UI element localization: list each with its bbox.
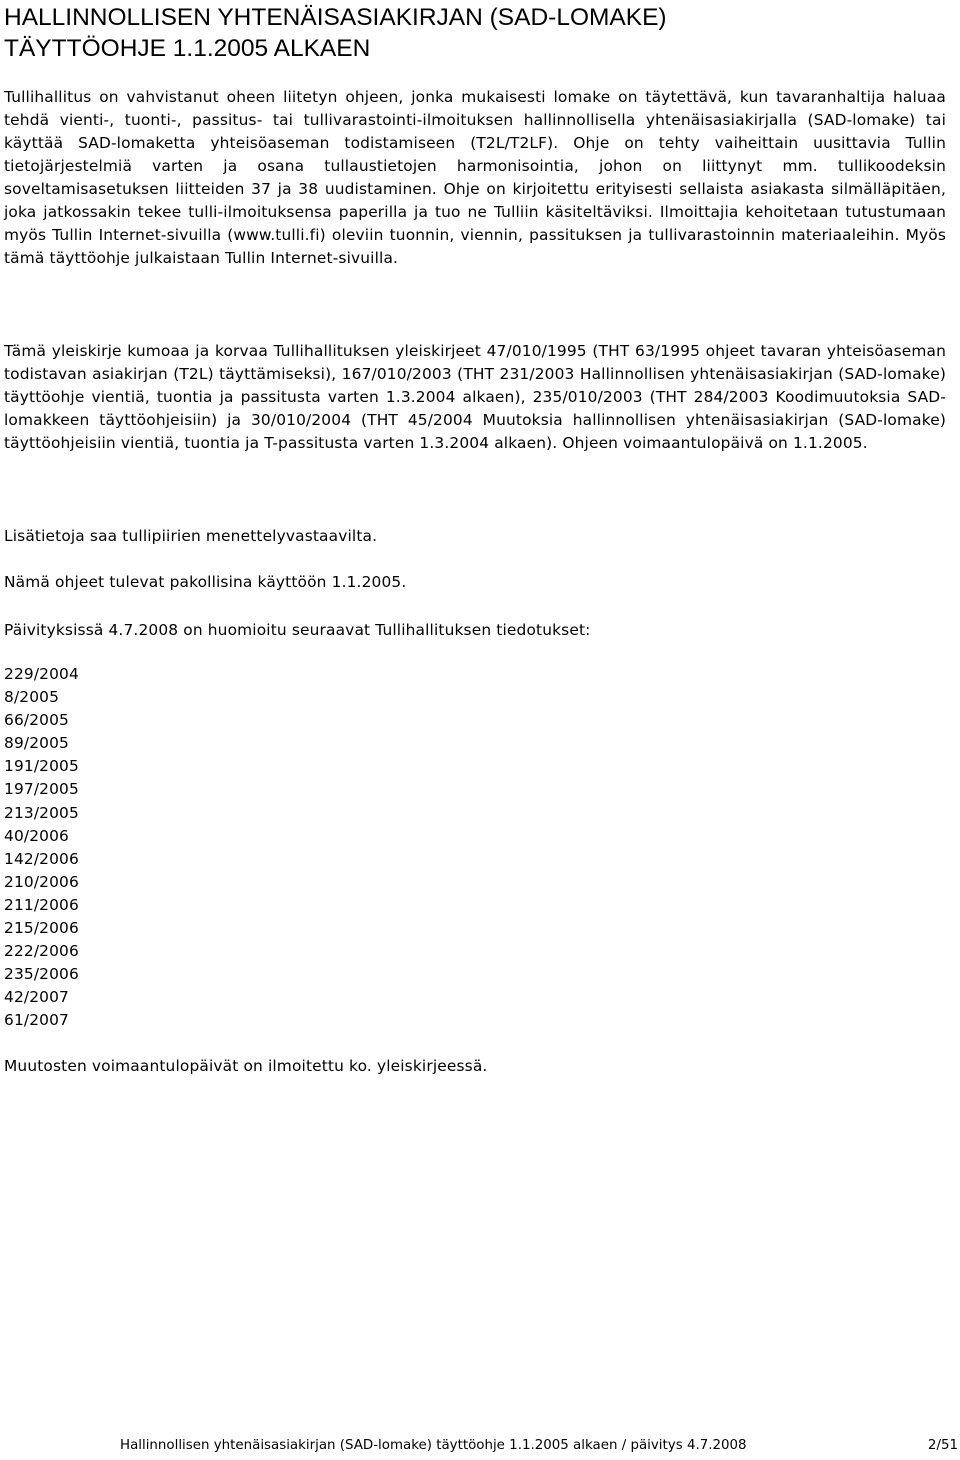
bulletin-item: 40/2006 — [4, 826, 69, 845]
bulletin-item: 235/2006 — [4, 965, 79, 984]
footer-document-title: Hallinnollisen yhtenäisasiakirjan (SAD-lomake) täyttöohje 1.1.2005 alkaen / päivitys 4.7.2008 — [120, 1438, 747, 1453]
footer-page-number: 2/51 — [927, 1438, 958, 1453]
bulletin-item: 222/2006 — [4, 942, 79, 961]
info-line: Lisätietoja saa tullipiirien menettelyvastaavilta. — [4, 527, 378, 545]
effective-dates-note: Muutosten voimaantulopäivät on ilmoitettu ko. yleiskirjeessä. — [4, 1057, 488, 1075]
intro-paragraph: Tullihallitus on vahvistanut oheen liitetyn ohjeen, jonka mukaisesti lomake on täytettävä, kun tavaranhaltija haluaa tehdä vienti-, tuonti-, passitus- tai tullivarastointi-ilmoituksen hallinnollisella yhtenäisasiakirjalla (SAD-lomake) tai käyttää SAD-lomaketta yhteisöaseman todistamiseen (T2L/T2LF). Ohje on tehty vaiheittain uusittavia Tullin tietojärjestelmiä varten ja osana tullaustietojen harmonisointia, johon on liittynyt mm. tullikoodeksin soveltamisasetuksen liitteiden 37 ja 38 uudistaminen. Ohje on kirjoitettu erityisesti sellaista asiakasta silmälläpitäen, joka jatkossakin tekee tulli-ilmoituksensa paperilla ja tuo ne Tulliin käsiteltäviksi. Ilmoittajia kehoitetaan tutustumaan myös Tullin Internet-sivuilla (www.tulli.fi) oleviin tuonnin, viennin, passituksen ja tullivarastoinnin materiaaleihin. Myös tämä täyttöohje julkaistaan Tullin Internet-sivuilla. — [4, 88, 946, 267]
bulletin-item: 8/2005 — [4, 688, 60, 707]
document-title-line-1: HALLINNOLLISEN YHTENÄISASIAKIRJAN (SAD-LOMAKE) — [4, 4, 667, 31]
document-title-line-2: TÄYTTÖOHJE 1.1.2005 ALKAEN — [4, 35, 371, 62]
bulletin-item: 142/2006 — [4, 849, 79, 868]
bulletin-item: 61/2007 — [4, 1011, 69, 1030]
replacement-paragraph: Tämä yleiskirje kumoaa ja korvaa Tullihallituksen yleiskirjeet 47/010/1995 (THT 63/1995 ohjeet tavaran yhteisöaseman todistavan asiakirjan (T2L) täyttämiseksi), 167/010/2003 (THT 231/2003 Hallinnollisen yhtenäisasiakirjan (SAD-lomake) täyttöohje vientiä, tuontia ja passitusta varten 1.3.2004 alkaen), 235/010/2003 (THT 284/2003 Koodimuutoksia SAD-lomakkeen täyttöohjeisiin) ja 30/010/2004 (THT 45/2004 Muutoksia hallinnollisen yhtenäisasiakirjan (SAD-lomake) täyttöohjeisiin vientiä, tuontia ja T-passitusta varten 1.3.2004 alkaen). Ohjeen voimaantulopäivä on 1.1.2005. — [4, 342, 946, 452]
bulletin-item: 213/2005 — [4, 803, 79, 822]
mandatory-date-line: Nämä ohjeet tulevat pakollisina käyttöön 1.1.2005. — [4, 573, 407, 591]
bulletin-item: 210/2006 — [4, 872, 79, 891]
updates-intro-line: Päivityksissä 4.7.2008 on huomioitu seuraavat Tullihallituksen tiedotukset: — [4, 621, 591, 639]
bulletin-item: 211/2006 — [4, 895, 79, 914]
bulletin-item: 89/2005 — [4, 734, 69, 753]
bulletin-item: 66/2005 — [4, 711, 69, 730]
bulletin-item: 229/2004 — [4, 665, 79, 683]
document-title — [4, 2, 954, 64]
bulletin-item: 191/2005 — [4, 757, 79, 776]
bulletin-item: 42/2007 — [4, 988, 69, 1007]
bulletin-list — [4, 663, 79, 1033]
bulletin-item: 197/2005 — [4, 780, 79, 799]
bulletin-item: 215/2006 — [4, 919, 79, 938]
